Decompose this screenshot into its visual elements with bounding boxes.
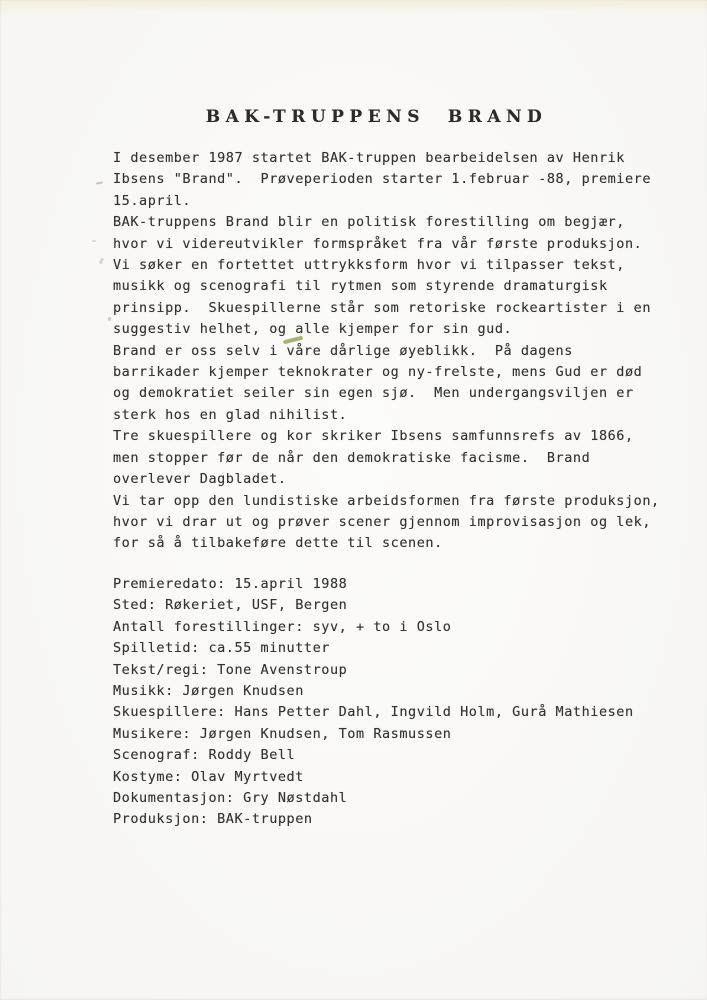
body-text-line: Vi tar opp den lundistiske arbeidsformen fra første produksjon,: [113, 492, 660, 509]
credit-text-line: Sted: Røkeriet, USF, Bergen: [113, 597, 348, 614]
credit-text-line: Musikk: Jørgen Knudsen: [113, 683, 304, 700]
credit-text-line: Musikere: Jørgen Knudsen, Tom Rasmussen: [113, 725, 452, 742]
scan-artifact-speck: [96, 182, 103, 185]
body-text-line: overlever Dagbladet.: [113, 471, 287, 488]
credit-text-line: Tekst/regi: Tone Avenstroup: [113, 661, 348, 678]
body-text-line: Vi søker en fortettet uttrykksform hvor vi tilpasser tekst,: [113, 257, 625, 274]
body-text-line: men stopper før de når den demokratiske facisme. Brand: [113, 449, 591, 466]
body-text-line: suggestiv helhet, og alle kjemper for sin gud.: [113, 321, 513, 338]
body-text-line: barrikader kjemper teknokrater og ny-frelste, mens Gud er død: [113, 364, 643, 381]
credit-text-line: Spilletid: ca.55 minutter: [113, 640, 330, 657]
credits-list: [113, 574, 673, 831]
body-text-line: og demokratiet seiler sin egen sjø. Men undergangsviljen er: [113, 385, 634, 402]
scan-artifact-speck: [92, 240, 96, 242]
body-text-line: Brand er oss selv i våre dårlige øyeblikk. På dagens: [113, 342, 573, 359]
credit-text-line: Antall forestillinger: syv, + to i Oslo: [113, 618, 452, 635]
scan-artifact-speck: [99, 258, 104, 265]
body-text-line: musikk og scenografi til rytmen som styrende dramaturgisk: [113, 278, 608, 295]
body-text-line: 15.april.: [113, 192, 192, 209]
body-text-line: Tre skuespillere og kor skriker Ibsens samfunnsrefs av 1866,: [113, 428, 634, 445]
body-text-line: for så å tilbakeføre dette til scenen.: [113, 535, 443, 552]
document-title: BAK-TRUPPENS BRAND: [205, 107, 548, 127]
credit-text-line: Premieredato: 15.april 1988: [113, 576, 348, 592]
body-text-line: sterk hos en glad nihilist.: [113, 406, 348, 423]
body-text-line: BAK-truppens Brand blir en politisk forestilling om begjær,: [113, 214, 625, 231]
body-text-line: I desember 1987 startet BAK-truppen bearbeidelsen av Henrik: [113, 150, 625, 166]
body-text-line: hvor vi drar ut og prøver scener gjennom improvisasjon og lek,: [113, 513, 652, 530]
body-text-line: Ibsens "Brand". Prøveperioden starter 1.februar -88, premiere: [113, 171, 652, 188]
scan-artifact-speck: [108, 317, 111, 321]
body-text-line: hvor vi videreutvikler formspråket fra vår første produksjon.: [113, 235, 643, 252]
body-paragraphs: [113, 148, 673, 555]
credit-text-line: Produksjon: BAK-truppen: [113, 811, 313, 828]
body-text-line: prinsipp. Skuespillerne står som retoriske rockeartister i en: [113, 299, 652, 316]
credit-text-line: Skuespillere: Hans Petter Dahl, Ingvild Holm, Gurå Mathiesen: [113, 704, 634, 721]
credit-text-line: Dokumentasjon: Gry Nøstdahl: [113, 790, 348, 807]
credit-text-line: Kostyme: Olav Myrtvedt: [113, 768, 304, 785]
credit-text-line: Scenograf: Roddy Bell: [113, 747, 296, 764]
